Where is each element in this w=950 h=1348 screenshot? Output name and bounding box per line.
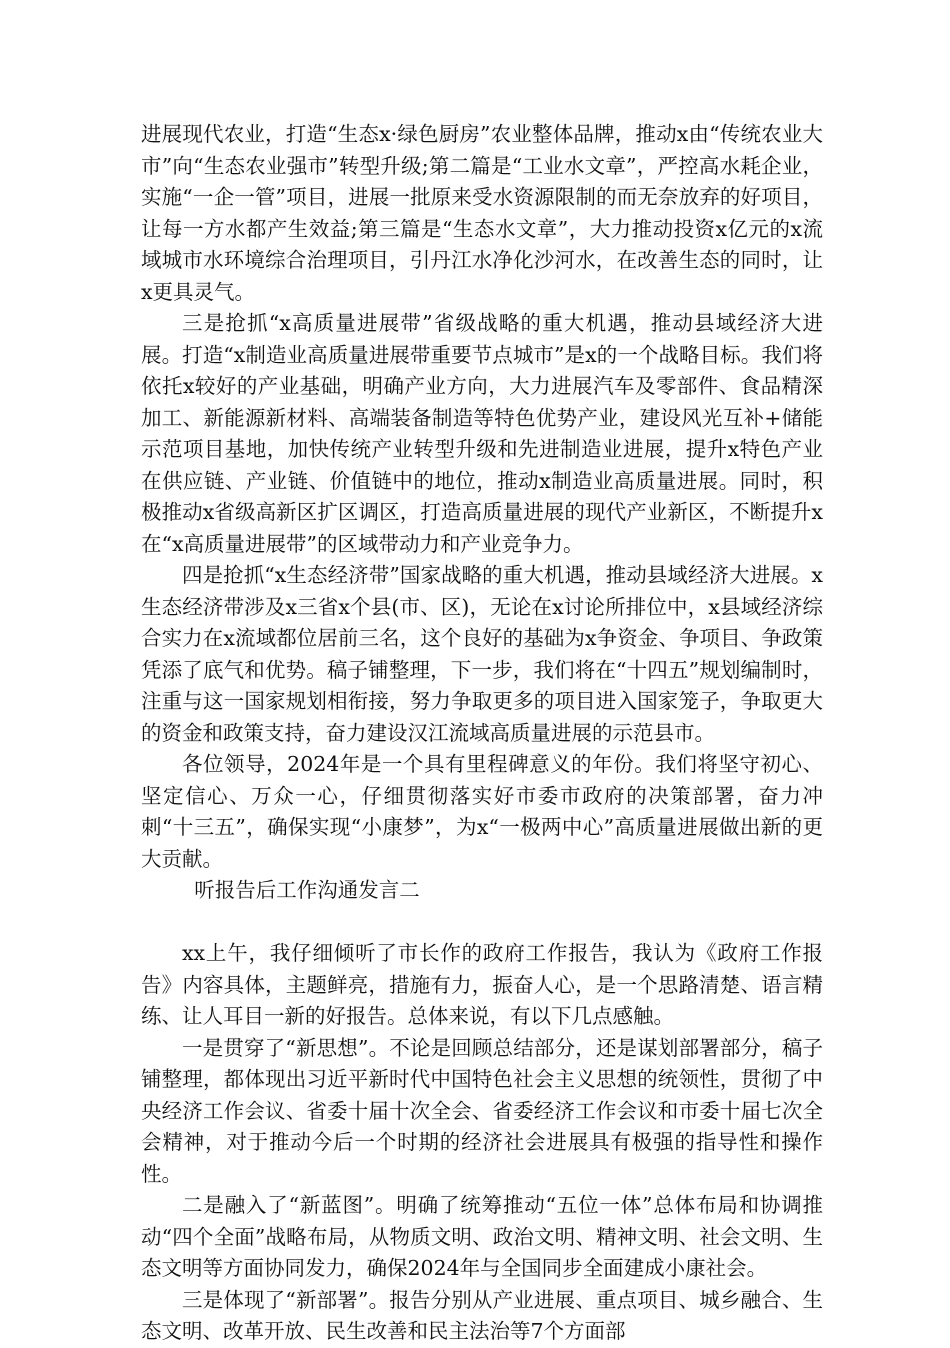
paragraph: 四是抢抓“x生态经济带”国家战略的重大机遇，推动县域经济大进展。x生态经济带涉及x三省x个县(市、区)，无论在x讨论所排位中，x县域经济综合实力在x流域都位居前三名，这个良好的基础为x争资金、争项目、争政策凭添了底气和优势。稿子铺整理，下一步，我们将在“十四五”规划编制时，注重与这一国家规划相衔接，努力争取更多的项目进入国家笼子，争取更大的资金和政策支持，奋力建设汉江流域高质量进展的示范县市。 bbox=[141, 563, 823, 745]
blank-line bbox=[141, 907, 823, 939]
document-body bbox=[141, 119, 823, 1348]
paragraph: xx上午，我仔细倾听了市长作的政府工作报告，我认为《政府工作报告》内容具体，主题鲜亮，措施有力，振奋人心，是一个思路清楚、语言精练、让人耳目一新的好报告。总体来说，有以下几点感触。 bbox=[141, 941, 823, 1028]
paragraph: 三是抢抓“x高质量进展带”省级战略的重大机遇，推动县域经济大进展。打造“x制造业高质量进展带重要节点城市”是x的一个战略目标。我们将依托x较好的产业基础，明确产业方向，大力进展汽车及零部件、食品精深加工、新能源新材料、高端装备制造等特色优势产业，建设风光互补+储能示范项目基地，加快传统产业转型升级和先进制造业进展，提升x特色产业在供应链、产业链、价值链中的地位，推动x制造业高质量进展。同时，积极推动x省级高新区扩区调区，打造高质量进展的现代产业新区，不断提升x在“x高质量进展带”的区域带动力和产业竞争力。 bbox=[141, 311, 823, 556]
paragraph: 三是体现了“新部署”。报告分别从产业进展、重点项目、城乡融合、生态文明、改革开放、民生改善和民主法治等7个方面部 bbox=[141, 1287, 823, 1343]
paragraph: 进展现代农业，打造“生态x·绿色厨房”农业整体品牌，推动x由“传统农业大市”向“生态农业强市”转型升级;第二篇是“工业水文章”，严控高水耗企业，实施“一企一管”项目，进展一批原来受水资源限制的而无奈放弃的好项目，让每一方水都产生效益;第三篇是“生态水文章”，大力推动投资x亿元的x流域城市水环境综合治理项目，引丹江水净化沙河水，在改善生态的同时，让x更具灵气。 bbox=[141, 122, 823, 304]
section-title: 听报告后工作沟通发言二 bbox=[194, 878, 420, 902]
paragraph: 二是融入了“新蓝图”。明确了统筹推动“五位一体”总体布局和协调推动“四个全面”战略布局，从物质文明、政治文明、精神文明、社会文明、生态文明等方面协同发力，确保2024年与全国同步全面建成小康社会。 bbox=[141, 1193, 823, 1280]
paragraph: 一是贯穿了“新思想”。不论是回顾总结部分，还是谋划部署部分，稿子铺整理，都体现出习近平新时代中国特色社会主义思想的统领性，贯彻了中央经济工作会议、省委十届十次全会、省委经济工作会议和市委十届七次全会精神，对于推动今后一个时期的经济社会进展具有极强的指导性和操作性。 bbox=[141, 1035, 823, 1186]
paragraph: 各位领导，2024年是一个具有里程碑意义的年份。我们将坚守初心、坚定信心、万众一心，仔细贯彻落实好市委市政府的决策部署，奋力冲刺“十三五”，确保实现“小康梦”，为x“一极两中心”高质量进展做出新的更大贡献。 bbox=[141, 752, 823, 871]
